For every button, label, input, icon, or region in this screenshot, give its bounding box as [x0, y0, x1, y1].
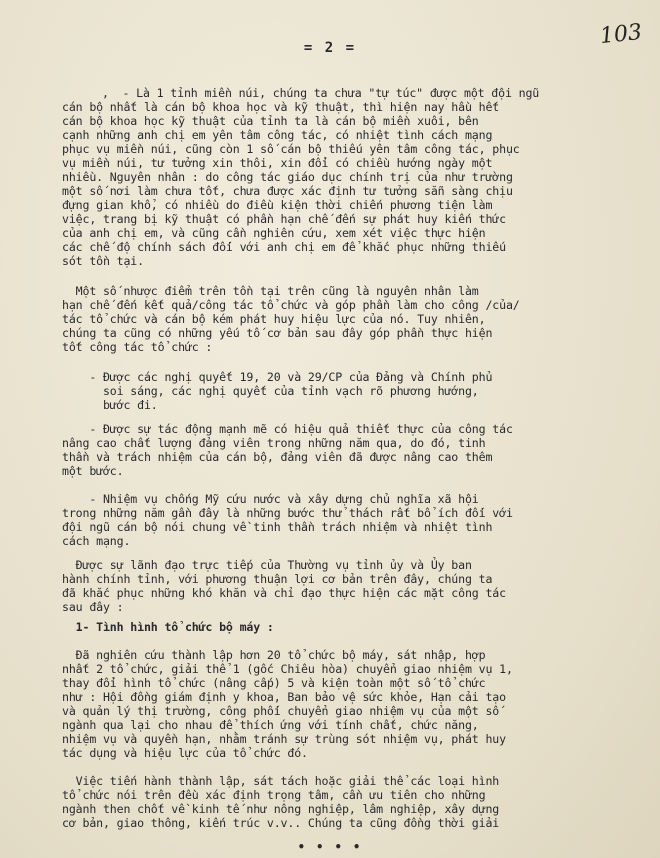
- text-line: các chế độ chính sách đối với anh chị em để khắc phục những thiếu: [62, 240, 506, 254]
- text-line: cán bộ nhất là cán bộ khoa học và kỹ thuật, thì hiện nay hầu hết: [62, 100, 500, 114]
- text-line: Được sự lãnh đạo trực tiếp của Thường vụ tỉnh ủy và Ủy ban: [62, 558, 472, 572]
- handwritten-folio-number: 103: [598, 19, 644, 50]
- text-line: thần và trách nhiệm của cán bộ, đảng viên đã được nâng cao thêm: [62, 450, 493, 464]
- text-line: sau đây :: [62, 600, 124, 614]
- text-line: Việc tiến hành thành lập, sát tách hoặc giải thể các loại hình: [62, 774, 500, 788]
- text-line: ngành then chốt về kinh tế như nông nghiệp, lâm nghiệp, xây dựng: [62, 802, 500, 816]
- text-line: trong những năm gần đây là những bước thử thách rất bổ ích đối với: [62, 506, 513, 520]
- text-line: đội ngũ cán bộ nói chung về tinh thần trách nhiệm và nhiệt tình: [62, 520, 493, 534]
- text-line: soi sáng, các nghị quyết của tỉnh vạch rõ phương hướng,: [62, 384, 479, 398]
- text-line: Đã nghiên cứu thành lập hơn 20 tổ chức bộ máy, sát nhập, hợp: [62, 648, 486, 662]
- text-line: ngành qua lại cho nhau để thích ứng với tính chất, chức năng,: [62, 718, 479, 732]
- text-line: nhiều. Nguyên nhân : do công tác giáo dục chính trị của như trường: [62, 170, 513, 184]
- text-line: thay đổi hình tổ chức (nâng cấp) 5 và kiện toàn một số tổ chức: [62, 676, 486, 690]
- continuation-marks: • • • •: [297, 840, 363, 854]
- text-line: và quản lý thị trường, công phối chuyển giao nhiệm vụ của một số: [62, 704, 500, 718]
- text-line: nhất 2 tổ chức, giải thể 1 (gốc Chiêu hòa) chuyển giao nhiệm vụ 1,: [62, 662, 513, 676]
- text-line: - Được sự tác động mạnh mẽ có hiệu quả thiết thực của công tác: [62, 422, 513, 436]
- text-line: cách mạng.: [62, 534, 131, 548]
- text-line: hành chính tỉnh, với phương thuận lợi cơ bản trên đây, chúng ta: [62, 572, 493, 586]
- text-line: tác dụng và hiệu lực của tổ chức đó.: [62, 746, 308, 760]
- text-line: bước đi.: [62, 398, 158, 412]
- text-line: đựng gian khổ, có nhiều do điều kiện thời chiến phương tiện làm: [62, 198, 493, 212]
- page-number: = 2 =: [303, 40, 357, 56]
- text-line: sót tồn tại.: [62, 254, 144, 268]
- text-line: như : Hội đồng giám định y khoa, Ban bảo vệ sức khỏe, Hạn cải tạo: [62, 690, 506, 704]
- text-line: tác tổ chức và cán bộ kém phát huy hiệu lực của nó. Tuy nhiên,: [62, 312, 486, 326]
- text-line: chúng ta cũng có những yếu tố cơ bản sau đây góp phần thực hiện: [62, 326, 493, 340]
- text-line: hạn chế đến kết quả/công tác tổ chức và góp phần làm cho công /của/: [62, 298, 520, 312]
- text-line: cơ bản, giao thông, kiến trúc v.v.. Chúng ta cũng đồng thời giải: [62, 816, 500, 830]
- text-line: vụ miền núi, tư tưởng xin thôi, xin đổi có chiều hướng ngày một: [62, 156, 493, 170]
- text-line: - Nhiệm vụ chống Mỹ cứu nước và xây dựng chủ nghĩa xã hội: [62, 492, 479, 506]
- text-line: tổ chức nói trên đều xác định trọng tâm, cần ưu tiên cho những: [62, 788, 486, 802]
- text-line: 1- Tình hình tổ chức bộ máy :: [62, 620, 274, 634]
- text-line: đã khắc phục những khó khăn và chỉ đạo thực hiện các mặt công tác: [62, 586, 506, 600]
- text-line: việc, trang bị kỹ thuật có phần hạn chế đến sự phát huy kiến thức: [62, 212, 506, 226]
- text-line: một số nơi làm chưa tốt, chưa được xác định tư tưởng sẵn sàng chịu: [62, 184, 513, 198]
- text-line: Một số nhược điểm trên tồn tại trên cũng là nguyên nhân làm: [62, 284, 479, 298]
- text-line: , - Là 1 tỉnh miền núi, chúng ta chưa "tự túc" được một đội ngũ: [102, 86, 540, 100]
- text-line: một bước.: [62, 464, 124, 478]
- text-line: tốt công tác tổ chức :: [62, 340, 213, 354]
- text-line: cạnh những anh chị em yên tâm công tác, có nhiệt tình cách mạng: [62, 128, 493, 142]
- text-line: nâng cao chất lượng đảng viên trong những năm qua, do đó, tinh: [62, 436, 486, 450]
- text-line: cán bộ khoa học kỹ thuật của tỉnh ta là cán bộ miền xuôi, bên: [62, 114, 479, 128]
- text-line: của anh chị em, và cũng cần nghiên cứu, xem xét việc thực hiện: [62, 226, 486, 240]
- text-line: nhiệm vụ và quyền hạn, nhằm tránh sự trùng sót nhiệm vụ, phát huy: [62, 732, 506, 746]
- text-line: phục vụ miền núi, cũng còn 1 số cán bộ thiếu yên tâm công tác, phục: [62, 142, 520, 156]
- text-line: - Được các nghị quyết 19, 20 và 29/CP của Đảng và Chính phủ: [62, 370, 493, 384]
